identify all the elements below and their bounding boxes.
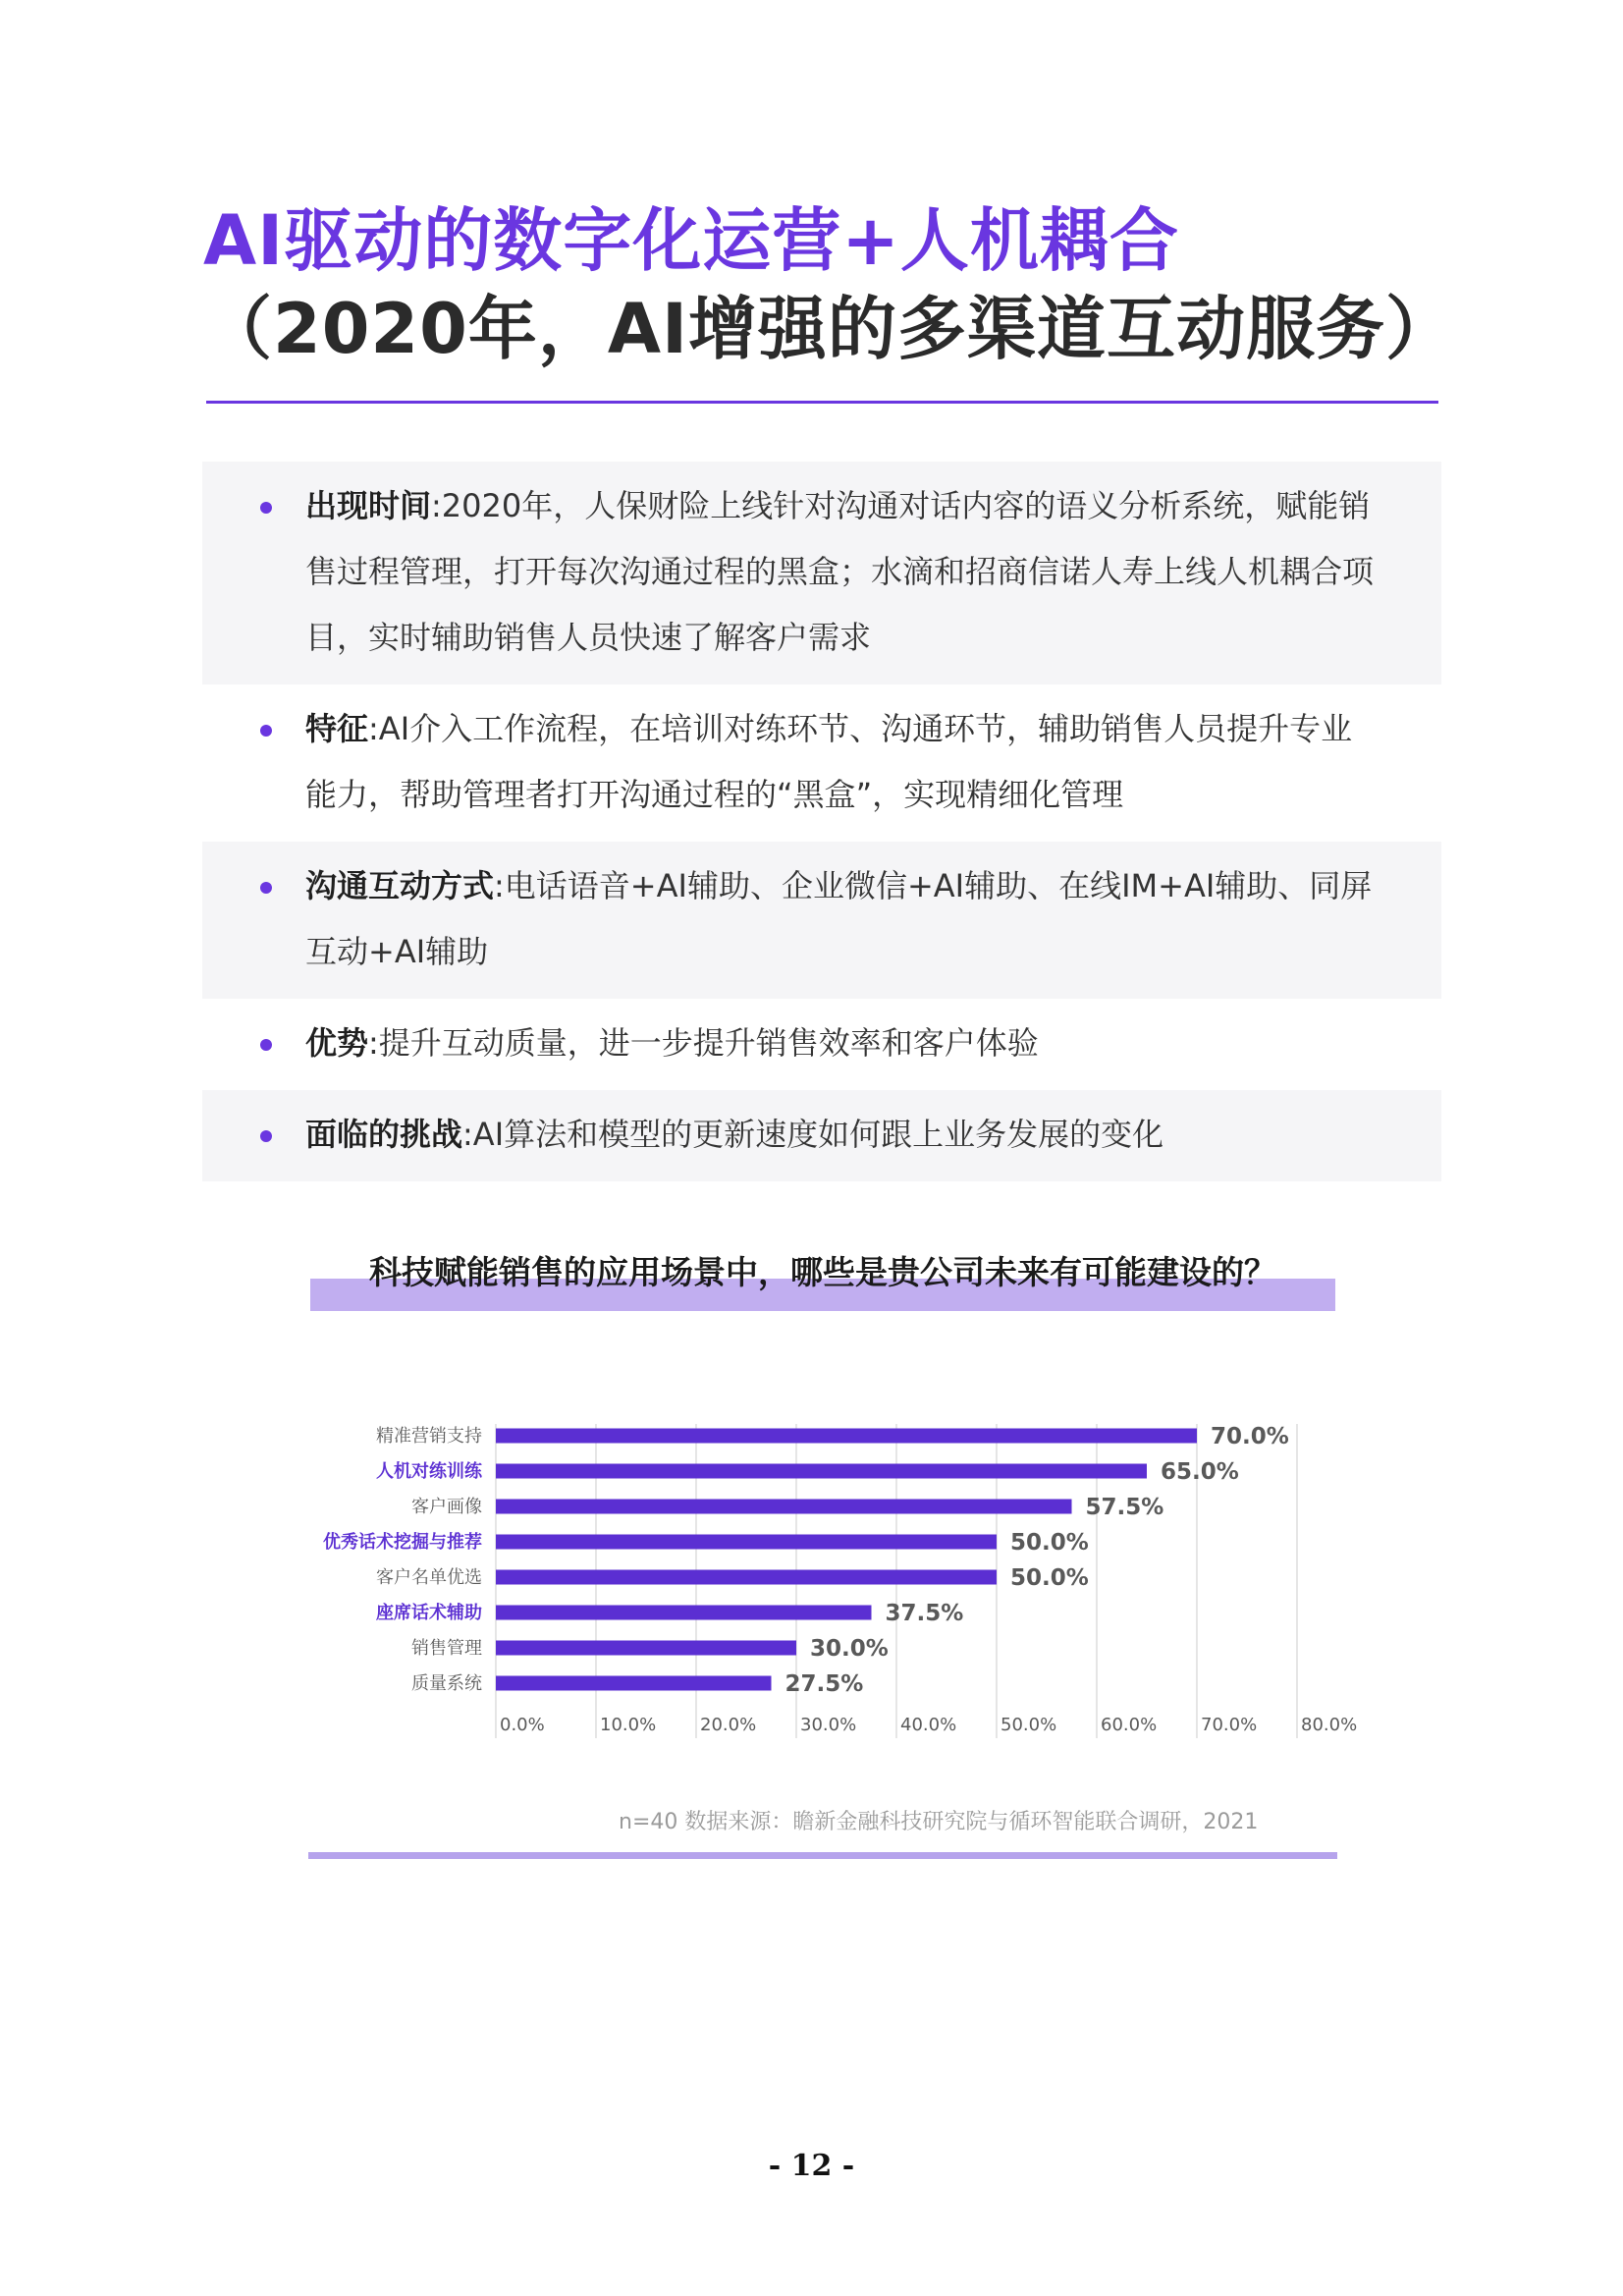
data-label: 37.5%: [885, 1601, 964, 1626]
data-label: 30.0%: [810, 1636, 889, 1662]
x-tick-label: 0.0%: [500, 1715, 545, 1735]
bullet-text: :AI介入工作流程，在培训对练环节、沟通环节，辅助销售人员提升专业能力，帮助管理者打开沟通过程的“黑盒”，实现精细化管理: [305, 710, 1353, 813]
bullet-text: :AI算法和模型的更新速度如何跟上业务发展的变化: [462, 1116, 1164, 1153]
bar: [496, 1464, 1147, 1479]
bullet-item-interaction-modes: [202, 842, 1441, 999]
bullet-item-challenges: [202, 1090, 1441, 1181]
data-label: 50.0%: [1010, 1565, 1089, 1591]
bar: [496, 1500, 1072, 1514]
bullet-label: 特征: [305, 710, 369, 747]
category-label: 人机对练训练: [376, 1461, 482, 1482]
data-label: 57.5%: [1085, 1495, 1164, 1520]
category-label: 精准营销支持: [376, 1426, 482, 1447]
bar: [496, 1429, 1197, 1444]
bar: [496, 1641, 796, 1656]
source-note: n=40 数据来源：瞻新金融科技研究院与循环智能联合调研，2021: [619, 1810, 1259, 1834]
bar: [496, 1570, 997, 1585]
category-label: 优秀话术挖掘与推荐: [323, 1532, 482, 1553]
source-divider: [308, 1852, 1337, 1859]
bullet-text: :2020年，人保财险上线针对沟通对话内容的语义分析系统，赋能销售过程管理，打开每次沟通过程的黑盒；水滴和招商信诺人寿上线人机耦合项目，实时辅助销售人员快速了解客户需求: [305, 487, 1375, 656]
x-tick-label: 10.0%: [600, 1715, 657, 1735]
bullet-label: 沟通互动方式: [305, 867, 495, 904]
x-tick-label: 40.0%: [900, 1715, 957, 1735]
bar: [496, 1676, 772, 1691]
category-label: 客户画像: [411, 1497, 482, 1517]
data-label: 70.0%: [1211, 1424, 1289, 1449]
bullet-dot-icon: [260, 1039, 272, 1051]
title-divider: [206, 401, 1438, 404]
data-label: 65.0%: [1161, 1459, 1239, 1485]
bullet-text: :提升互动质量，进一步提升销售效率和客户体验: [368, 1024, 1039, 1062]
data-label: 50.0%: [1010, 1530, 1089, 1556]
bullet-dot-icon: [260, 725, 272, 737]
bullet-dot-icon: [260, 882, 272, 894]
bar-chart: [275, 1394, 1375, 1758]
bullet-item-appearance-time: [202, 462, 1441, 684]
page-number: - 12 -: [768, 2149, 855, 2183]
bullet-dot-icon: [260, 502, 272, 514]
bullet-label: 出现时间: [305, 487, 432, 524]
category-label: 销售管理: [411, 1638, 482, 1659]
bar: [496, 1606, 872, 1620]
page-subtitle: （2020年，AI增强的多渠道互动服务）: [203, 289, 1456, 369]
bullet-label: 面临的挑战: [305, 1116, 463, 1153]
category-label: 客户名单优选: [376, 1567, 482, 1588]
x-tick-label: 60.0%: [1101, 1715, 1158, 1735]
chart-question-title: 科技赋能销售的应用场景中，哪些是贵公司未来有可能建设的？: [369, 1253, 1276, 1291]
x-tick-label: 70.0%: [1201, 1715, 1258, 1735]
x-tick-label: 30.0%: [800, 1715, 857, 1735]
bullet-label: 优势: [305, 1024, 369, 1062]
x-tick-label: 50.0%: [1001, 1715, 1057, 1735]
bullet-dot-icon: [260, 1130, 272, 1142]
page-title: AI驱动的数字化运营+人机耦合: [203, 200, 1179, 281]
bullet-item-advantages: [202, 999, 1441, 1090]
data-label: 27.5%: [784, 1671, 864, 1697]
bar: [496, 1535, 997, 1550]
x-tick-label: 80.0%: [1301, 1715, 1358, 1735]
bullet-text: :电话语音+AI辅助、企业微信+AI辅助、在线IM+AI辅助、同屏互动+AI辅助: [305, 867, 1373, 970]
category-label: 座席话术辅助: [376, 1603, 482, 1623]
category-label: 质量系统: [411, 1673, 482, 1694]
bullet-list: [202, 462, 1441, 1181]
bullet-item-features: [202, 684, 1441, 842]
x-tick-label: 20.0%: [700, 1715, 757, 1735]
